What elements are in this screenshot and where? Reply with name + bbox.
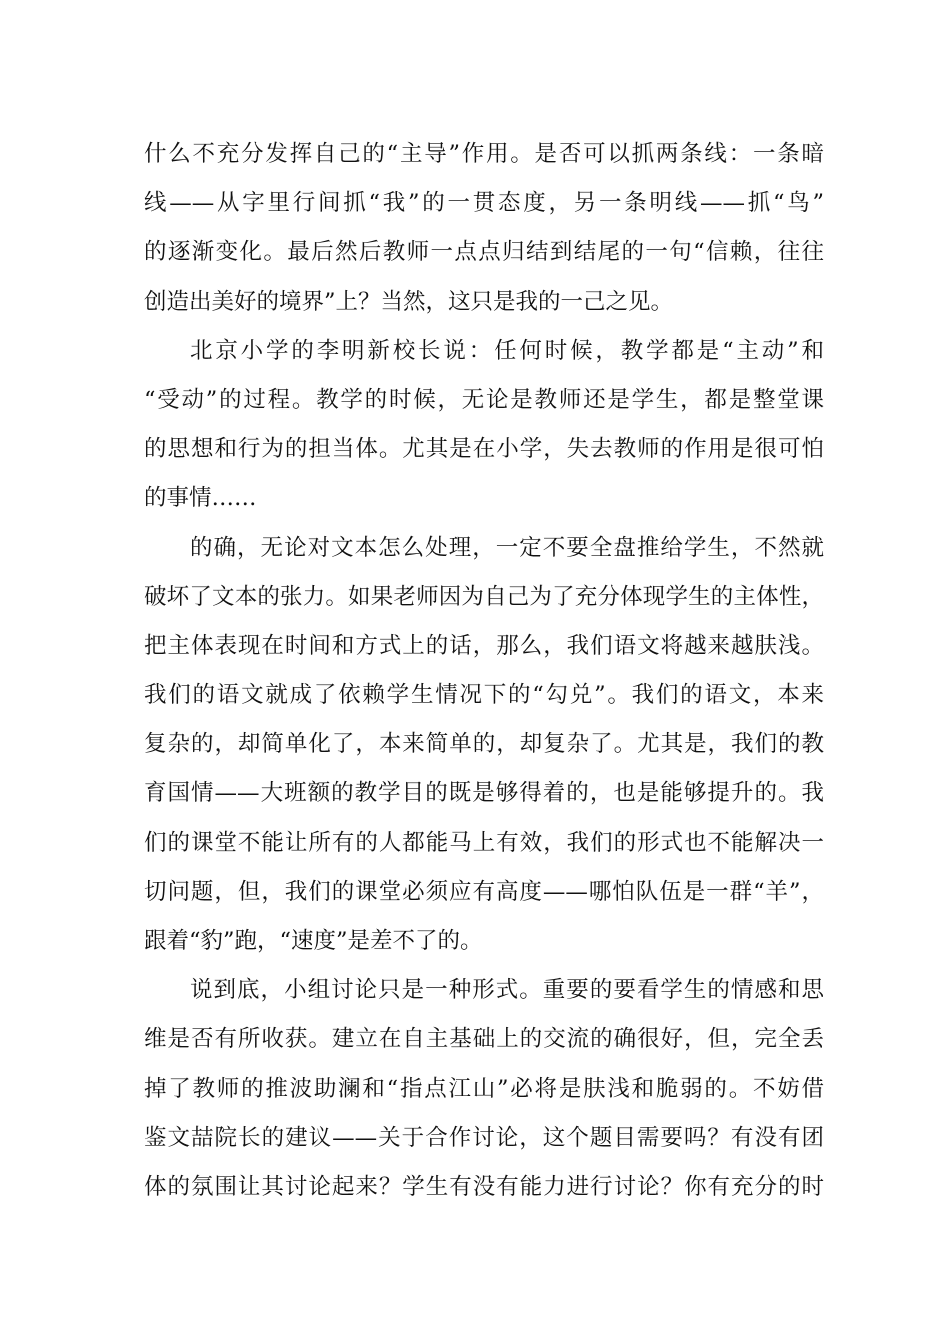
text-line: 的事情…… xyxy=(144,485,257,512)
text-line: 线——从字里行间抓“我”的一贯态度，另一条明线——抓“鸟” xyxy=(144,190,824,217)
text-line: 切问题，但，我们的课堂必须应有高度——哪怕队伍是一群“羊”， xyxy=(144,878,824,905)
text-line: 育国情——大班额的教学目的既是够得着的，也是能够提升的。我 xyxy=(144,780,824,807)
paragraph-1 xyxy=(144,130,824,327)
text-line: 什么不充分发挥自己的“主导”作用。是否可以抓两条线：一条暗 xyxy=(144,141,824,167)
text-line: 我们的语文就成了依赖学生情况下的“勾兑”。我们的语文，本来 xyxy=(144,682,824,709)
text-line: 跟着“豹”跑，“速度”是差不了的。 xyxy=(144,928,483,954)
text-line: 创造出美好的境界”上？当然，这只是我的一己之见。 xyxy=(144,288,674,315)
text-line: “受动”的过程。教学的时候，无论是教师还是学生，都是整堂课 xyxy=(144,386,824,413)
text-line: 的确，无论对文本怎么处理，一定不要全盘推给学生，不然就 xyxy=(190,534,824,561)
paragraph-4 xyxy=(144,966,824,1212)
text-line: 鉴文喆院长的建议——关于合作讨论，这个题目需要吗？有没有团 xyxy=(144,1124,824,1151)
document-body xyxy=(144,130,824,1212)
paragraph-2 xyxy=(144,327,824,524)
text-line: 掉了教师的推波助澜和“指点江山”必将是肤浅和脆弱的。不妨借 xyxy=(144,1075,824,1102)
text-line: 的思想和行为的担当体。尤其是在小学，失去教师的作用是很可怕 xyxy=(144,436,824,463)
text-line: 维是否有所收获。建立在自主基础上的交流的确很好，但，完全丢 xyxy=(144,1026,824,1053)
text-line: 复杂的，却简单化了，本来简单的，却复杂了。尤其是，我们的教 xyxy=(144,731,824,758)
text-line: 北京小学的李明新校长说：任何时候，教学都是“主动”和 xyxy=(190,337,824,364)
paragraph-3 xyxy=(144,524,824,967)
text-line: 体的氛围让其讨论起来？学生有没有能力进行讨论？你有充分的时 xyxy=(144,1173,824,1200)
text-line: 说到底，小组讨论只是一种形式。重要的要看学生的情感和思 xyxy=(190,977,824,1004)
text-line: 们的课堂不能让所有的人都能马上有效，我们的形式也不能解决一 xyxy=(144,829,824,856)
text-line: 破坏了文本的张力。如果老师因为自己为了充分体现学生的主体性， xyxy=(144,583,824,610)
text-line: 把主体表现在时间和方式上的话，那么，我们语文将越来越肤浅。 xyxy=(144,632,824,659)
text-line: 的逐渐变化。最后然后教师一点点归结到结尾的一句“信赖，往往 xyxy=(144,239,824,266)
